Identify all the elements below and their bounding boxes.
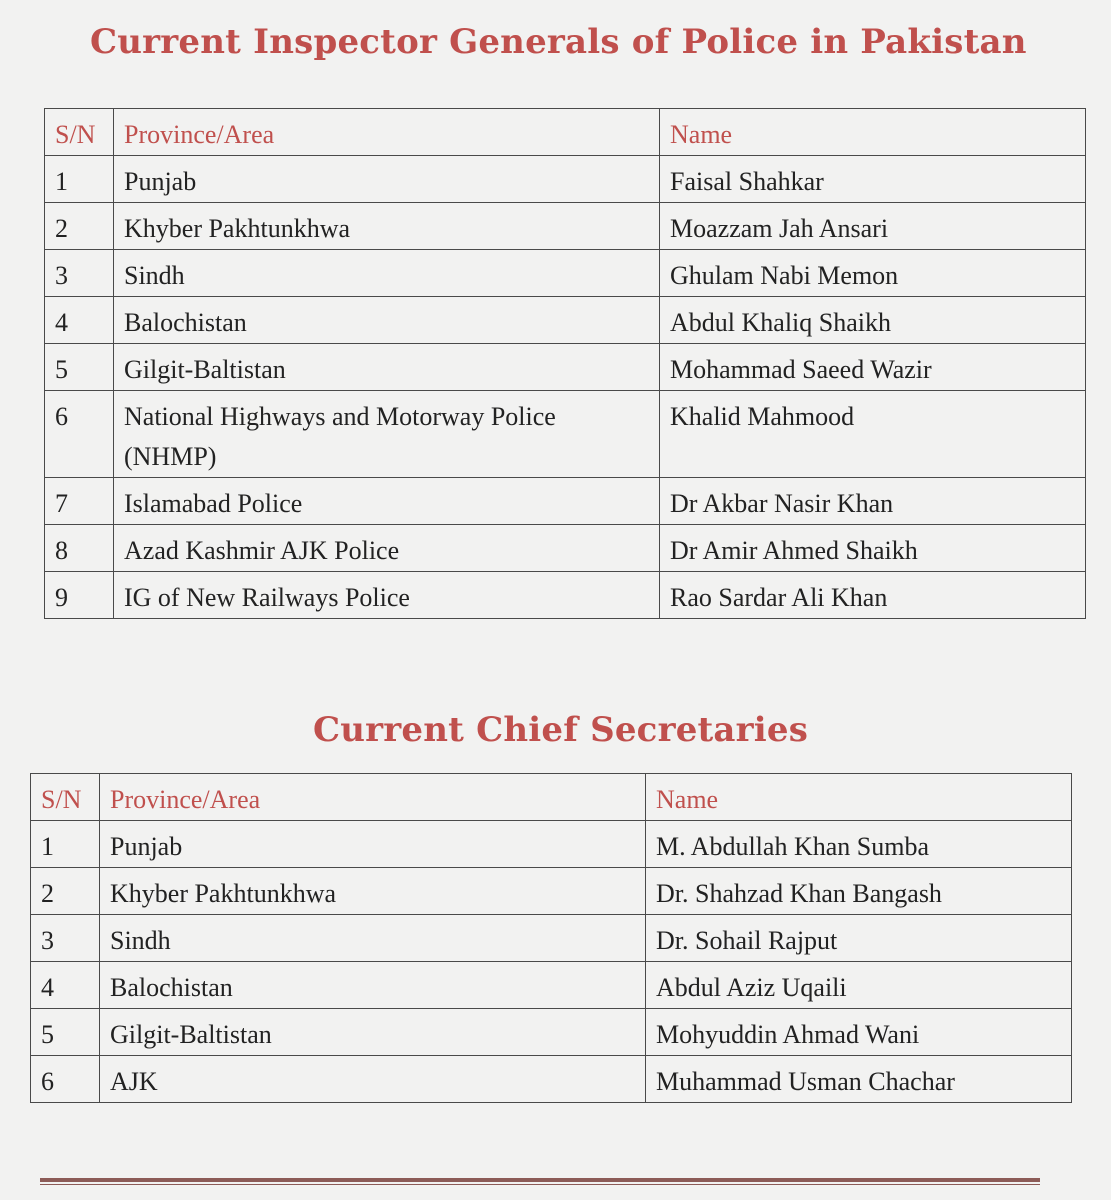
row-officer-name: Mohammad Saeed Wazir <box>660 344 1086 391</box>
footer-divider <box>40 1178 1040 1182</box>
row-officer-name: Mohyuddin Ahmad Wani <box>646 1009 1072 1056</box>
row-province: Sindh <box>100 915 646 962</box>
row-serial-number: 4 <box>31 962 100 1009</box>
row-serial-number: 9 <box>45 572 114 619</box>
table-row <box>45 250 1086 297</box>
column-header-province: Province/Area <box>100 774 646 821</box>
column-header-name: Name <box>660 109 1086 156</box>
row-serial-number: 1 <box>31 821 100 868</box>
table-row <box>31 868 1072 915</box>
row-province: Sindh <box>114 250 660 297</box>
row-officer-name: Dr. Shahzad Khan Bangash <box>646 868 1072 915</box>
row-serial-number: 5 <box>45 344 114 391</box>
row-serial-number: 4 <box>45 297 114 344</box>
row-officer-name: Muhammad Usman Chachar <box>646 1056 1072 1103</box>
row-province: Balochistan <box>100 962 646 1009</box>
row-province: Azad Kashmir AJK Police <box>114 525 660 572</box>
column-header-sn: S/N <box>45 109 114 156</box>
row-officer-name: Abdul Khaliq Shaikh <box>660 297 1086 344</box>
row-province: Punjab <box>100 821 646 868</box>
row-serial-number: 5 <box>31 1009 100 1056</box>
table-row <box>45 391 1086 478</box>
row-serial-number: 7 <box>45 478 114 525</box>
row-province: IG of New Railways Police <box>114 572 660 619</box>
table-header-row <box>45 109 1086 156</box>
row-officer-name: Rao Sardar Ali Khan <box>660 572 1086 619</box>
row-serial-number: 1 <box>45 156 114 203</box>
row-officer-name: Moazzam Jah Ansari <box>660 203 1086 250</box>
row-province: Khyber Pakhtunkhwa <box>100 868 646 915</box>
row-province: Gilgit-Baltistan <box>100 1009 646 1056</box>
table-row <box>31 1009 1072 1056</box>
row-province: Islamabad Police <box>114 478 660 525</box>
cs-section-title: Current Chief Secretaries <box>313 710 809 750</box>
ig-section-title: Current Inspector Generals of Police in Pakistan <box>90 22 1027 62</box>
row-serial-number: 3 <box>45 250 114 297</box>
row-officer-name: Abdul Aziz Uqaili <box>646 962 1072 1009</box>
table-row <box>45 156 1086 203</box>
table-row <box>45 344 1086 391</box>
column-header-province: Province/Area <box>114 109 660 156</box>
row-province: Gilgit-Baltistan <box>114 344 660 391</box>
row-serial-number: 6 <box>31 1056 100 1103</box>
row-province: Punjab <box>114 156 660 203</box>
column-header-name: Name <box>646 774 1072 821</box>
table-row <box>45 572 1086 619</box>
table-row <box>45 525 1086 572</box>
row-officer-name: Dr Akbar Nasir Khan <box>660 478 1086 525</box>
table-row <box>45 297 1086 344</box>
row-serial-number: 2 <box>45 203 114 250</box>
row-province: Balochistan <box>114 297 660 344</box>
row-officer-name: Ghulam Nabi Memon <box>660 250 1086 297</box>
row-officer-name: M. Abdullah Khan Sumba <box>646 821 1072 868</box>
row-serial-number: 3 <box>31 915 100 962</box>
cs-table <box>30 773 1072 1103</box>
row-officer-name: Faisal Shahkar <box>660 156 1086 203</box>
ig-table <box>44 108 1086 619</box>
row-officer-name: Khalid Mahmood <box>660 391 1086 478</box>
row-officer-name: Dr Amir Ahmed Shaikh <box>660 525 1086 572</box>
row-serial-number: 8 <box>45 525 114 572</box>
table-header-row <box>31 774 1072 821</box>
row-province: AJK <box>100 1056 646 1103</box>
row-officer-name: Dr. Sohail Rajput <box>646 915 1072 962</box>
table-row <box>45 478 1086 525</box>
table-row <box>31 821 1072 868</box>
row-province: National Highways and Motorway Police (NHMP) <box>114 391 660 478</box>
table-row <box>45 203 1086 250</box>
row-province: Khyber Pakhtunkhwa <box>114 203 660 250</box>
table-row <box>31 962 1072 1009</box>
column-header-sn: S/N <box>31 774 100 821</box>
table-row <box>31 915 1072 962</box>
table-row <box>31 1056 1072 1103</box>
row-serial-number: 6 <box>45 391 114 478</box>
row-serial-number: 2 <box>31 868 100 915</box>
